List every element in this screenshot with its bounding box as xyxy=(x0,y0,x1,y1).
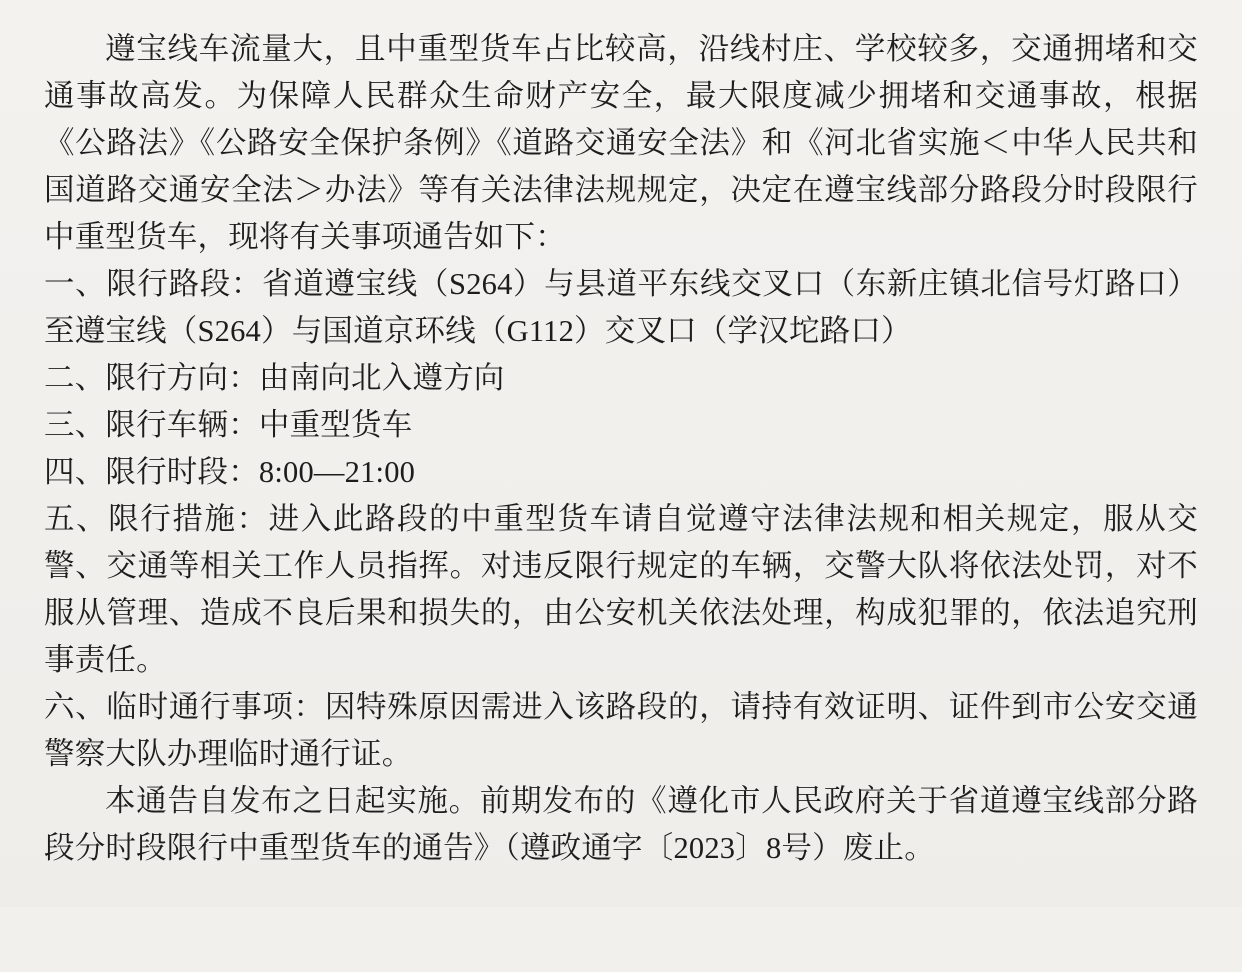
paragraph-item-4: 四、限行时段：8:00—21:00 xyxy=(44,455,416,489)
paragraph-item-5: 五、限行措施：进入此路段的中重型货车请自觉遵守法律法规和相关规定，服从交警、交通等相关工作人员指挥。对违反限行规定的车辆，交警大队将依法处罚，对不服从管理、造成不良后果和损失的，由公安机关依法处理，构成犯罪的，依法追究刑事责任。 xyxy=(44,502,1198,677)
paragraph-closing: 本通告自发布之日起实施。前期发布的《遵化市人民政府关于省道遵宝线部分路段分时段限行中重型货车的通告》（遵政通字〔2023〕8号）废止。 xyxy=(44,784,1198,865)
paragraph-item-1: 一、限行路段：省道遵宝线（S264）与县道平东线交叉口（东新庄镇北信号灯路口）至遵宝线（S264）与国道京环线（G112）交叉口（学汉坨路口） xyxy=(44,267,1198,348)
paragraph-item-3: 三、限行车辆：中重型货车 xyxy=(44,408,413,442)
page-bottom-margin xyxy=(44,872,1198,972)
paragraph-item-6: 六、临时通行事项：因特殊原因需进入该路段的，请持有效证明、证件到市公安交通警察大队办理临时通行证。 xyxy=(44,690,1198,771)
document-body xyxy=(44,26,1198,872)
paragraph-intro: 遵宝线车流量大，且中重型货车占比较高，沿线村庄、学校较多，交通拥堵和交通事故高发。为保障人民群众生命财产安全，最大限度减少拥堵和交通事故，根据《公路法》《公路安全保护条例》《道路交通安全法》和《河北省实施＜中华人民共和国道路交通安全法＞办法》等有关法律法规规定，决定在遵宝线部分路段分时段限行中重型货车，现将有关事项通告如下： xyxy=(44,32,1198,254)
paragraph-item-2: 二、限行方向：由南向北入遵方向 xyxy=(44,361,505,395)
